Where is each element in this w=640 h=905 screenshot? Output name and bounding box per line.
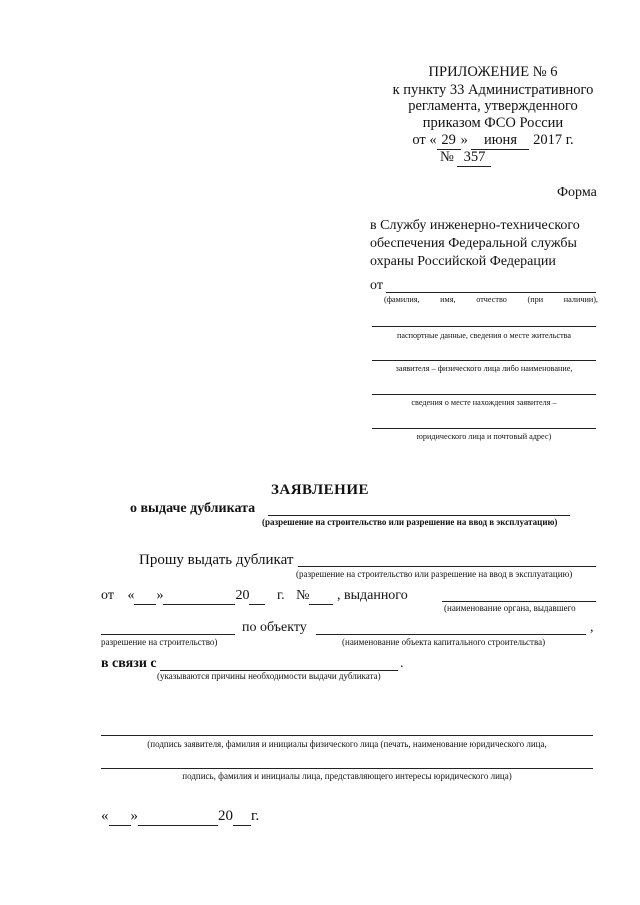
date-day: 29 <box>437 132 461 150</box>
quote-close: » <box>156 588 164 603</box>
applicant-location-field[interactable] <box>372 394 596 395</box>
appendix-ref-line: регламента, утвержденного <box>408 98 578 114</box>
issue-number-field[interactable] <box>309 588 333 605</box>
hint-word: наличии), <box>563 295 598 304</box>
object-name-hint: (наименование объекта капитального строительства) <box>342 637 546 647</box>
year-prefix: 20 <box>235 588 250 603</box>
representative-signature-field[interactable] <box>101 768 593 769</box>
hint-word: имя, <box>440 295 456 304</box>
applicant-passport-hint: паспортные данные, сведения о месте жительства <box>396 331 572 340</box>
hint-word: отчество <box>476 295 507 304</box>
applicant-name-hint <box>384 295 598 304</box>
form-label: Форма <box>557 185 597 200</box>
issuing-authority-field[interactable] <box>442 601 596 602</box>
hint-word: (при <box>527 295 544 304</box>
quote-close: » <box>130 808 138 824</box>
applicant-address-hint: заявителя – физического лица либо наименование, <box>395 364 573 373</box>
quote-open: « <box>101 808 109 824</box>
signature-hint: (подпись заявителя, фамилия и инициалы физического лица (печать, наименование юридического лица, <box>147 739 547 749</box>
quote-open: « <box>127 588 135 603</box>
signature-field[interactable] <box>101 735 593 736</box>
issue-month-field[interactable] <box>163 588 235 605</box>
issued-by-label: , выданного <box>336 588 408 603</box>
issuing-authority-hint: (наименование органа, выдавшего <box>444 603 576 613</box>
year-prefix: 20 <box>218 808 233 824</box>
statement-title: ЗАЯВЛЕНИЕ <box>270 482 370 498</box>
object-comma: , <box>590 620 594 635</box>
duplicate-type-field[interactable] <box>268 515 570 516</box>
applicant-postal-hint: юридического лица и почтовый адрес) <box>416 432 552 441</box>
object-label: по объекту <box>242 620 307 635</box>
appendix-title: ПРИЛОЖЕНИЕ № 6 <box>428 64 558 80</box>
issue-year-field[interactable] <box>249 588 265 605</box>
from-label: от <box>370 278 383 293</box>
addressee-line: охраны Российской Федерации <box>370 254 556 269</box>
number-sign: № <box>440 149 454 165</box>
appendix-date <box>380 132 606 150</box>
hint-word: (фамилия, <box>384 295 420 304</box>
from-word: от <box>101 588 114 603</box>
appendix-ref-line: приказом ФСО России <box>422 115 564 131</box>
date-year: 2017 г. <box>533 132 574 148</box>
permit-hint: разрешение на строительство) <box>101 637 218 647</box>
reason-end: . <box>400 656 404 671</box>
date-prefix: от « <box>412 132 437 148</box>
appendix-ref-line: к пункту 33 Административного <box>392 82 594 98</box>
reason-hint: (указываются причины необходимости выдачи дубликата) <box>157 671 381 681</box>
applicant-location-hint: сведения о месте нахождения заявителя – <box>411 398 557 407</box>
issue-day-field[interactable] <box>134 588 156 605</box>
signing-year-field[interactable] <box>233 808 251 826</box>
request-document-hint: (разрешение на строительство или разрешение на ввод в эксплуатацию) <box>296 569 573 579</box>
reason-label: в связи с <box>101 656 157 671</box>
statement-subtitle: о выдаче дубликата <box>130 501 256 516</box>
date-quote-close: » <box>460 132 468 148</box>
signing-month-field[interactable] <box>138 808 218 826</box>
addressee-line: в Службу инженерно-технического <box>370 218 580 233</box>
number-value: 357 <box>457 149 491 167</box>
applicant-address-field[interactable] <box>372 360 596 361</box>
signing-day-field[interactable] <box>109 808 131 826</box>
object-name-field[interactable] <box>316 634 586 635</box>
addressee-line: обеспечения Федеральной службы <box>370 236 577 251</box>
issue-date-row <box>101 588 408 605</box>
applicant-name-field[interactable] <box>386 292 596 293</box>
applicant-postal-field[interactable] <box>372 428 596 429</box>
appendix-number <box>440 149 491 167</box>
request-document-field[interactable] <box>298 566 596 567</box>
date-month: июня <box>471 132 529 150</box>
year-suffix: г. <box>276 588 285 603</box>
number-sign: № <box>296 588 310 603</box>
request-label: Прошу выдать дубликат <box>139 552 294 568</box>
issuing-authority-continuation-field[interactable] <box>101 634 235 635</box>
duplicate-type-hint: (разрешение на строительство или разрешение на ввод в эксплуатацию) <box>262 517 558 527</box>
year-suffix: г. <box>251 808 260 824</box>
applicant-passport-field[interactable] <box>372 326 596 327</box>
representative-signature-hint: подпись, фамилия и инициалы лица, представляющего интересы юридического лица) <box>182 771 512 781</box>
signing-date <box>101 808 259 826</box>
